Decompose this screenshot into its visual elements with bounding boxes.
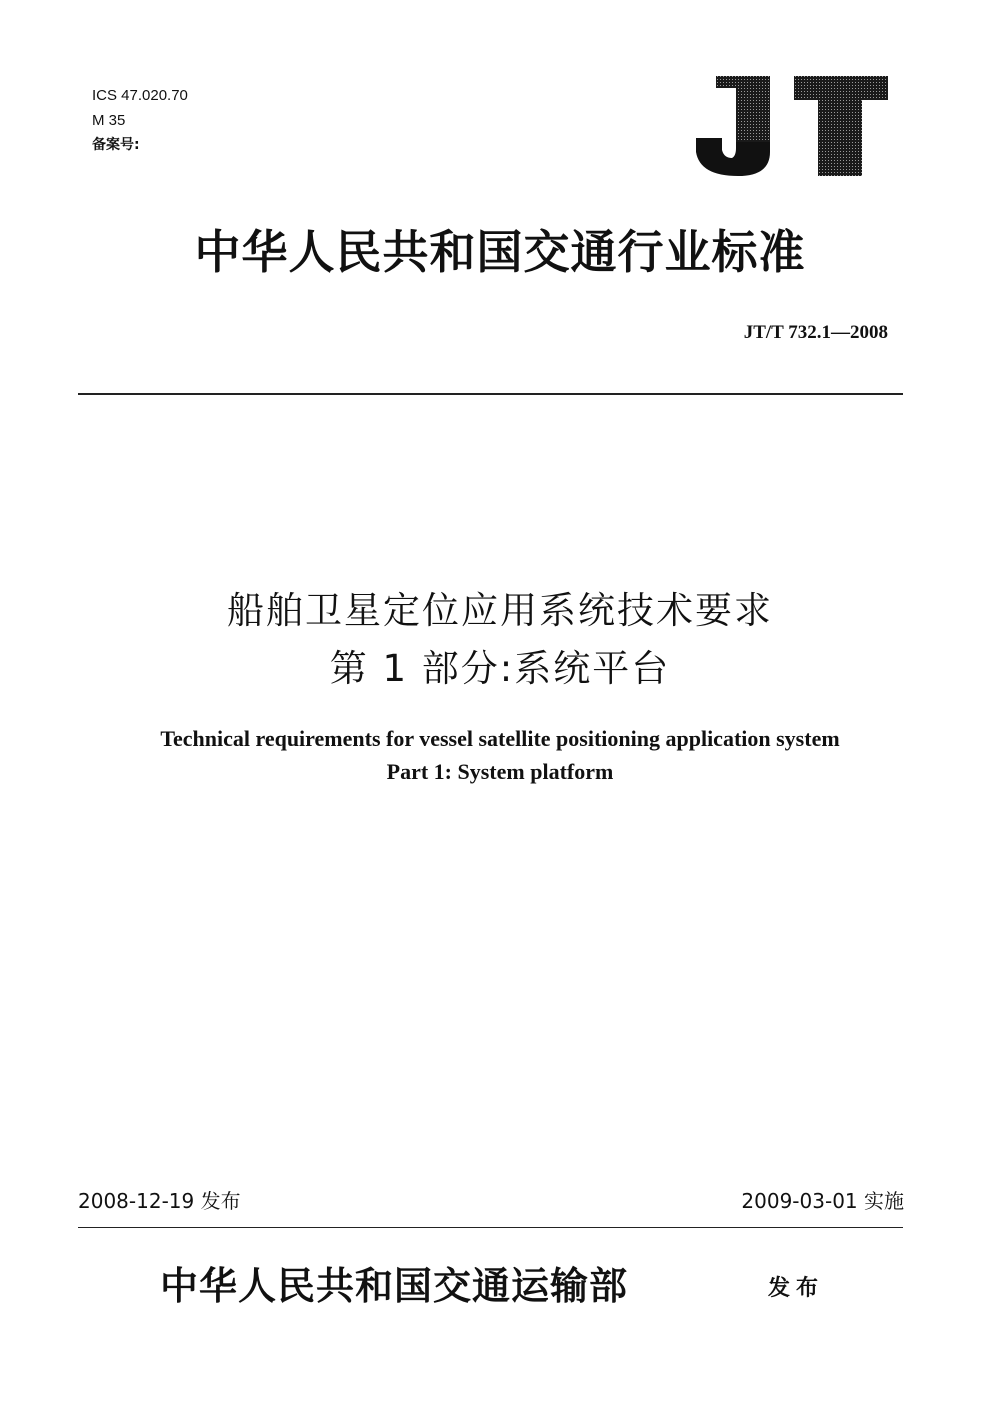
issuing-authority: 中华人民共和国交通运输部 — [160, 1263, 629, 1308]
effective-date: 2009-03-01 实施 — [741, 1189, 904, 1213]
header-divider — [78, 393, 903, 395]
publish-date: 2008-12-19 发布 — [78, 1189, 241, 1213]
issuing-category-heading: 中华人民共和国交通行业标准 — [194, 225, 806, 279]
footer-divider — [78, 1227, 903, 1228]
jt-logo — [692, 72, 892, 178]
issued-label: 发布 — [768, 1275, 825, 1301]
chinese-title-line-2: 第 1 部分:系统平台 — [329, 647, 671, 690]
english-title-line-1: Technical requirements for vessel satellite positioning application system — [160, 726, 840, 751]
record-number-label: 备案号: — [92, 137, 140, 153]
standard-number: JT/T 732.1—2008 — [743, 322, 888, 343]
english-title-line-2: Part 1: System platform — [386, 759, 614, 784]
ccs-code: M 35 — [92, 112, 126, 129]
ics-code: ICS 47.020.70 — [92, 87, 188, 104]
chinese-title-line-1: 船舶卫星定位应用系统技术要求 — [227, 589, 773, 632]
